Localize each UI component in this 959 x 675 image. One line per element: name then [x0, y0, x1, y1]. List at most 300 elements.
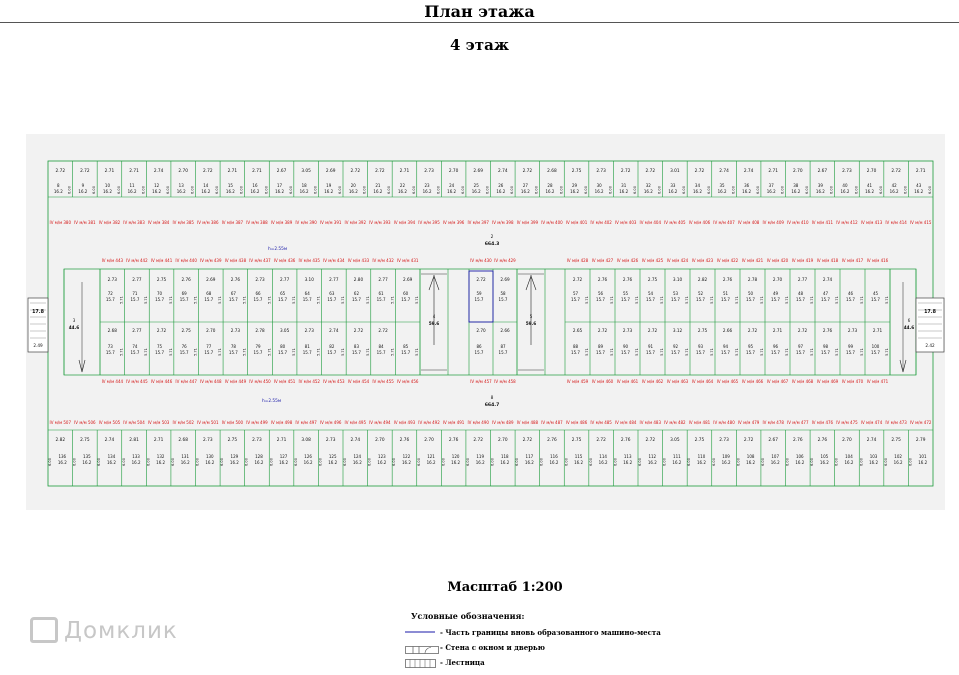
stair-core-value: 17.8 [924, 310, 936, 315]
inner-row1-right-depth: 5.71 [735, 296, 739, 304]
inner-row1-depth: 5.71 [242, 296, 247, 304]
top-space-depth: 6.00 [583, 185, 588, 195]
top-space-number: 43 [916, 183, 922, 188]
bottom-space-depth: 6.00 [539, 457, 544, 467]
upper-space-label: IV м/м 414 [885, 220, 907, 225]
inner-row1-right-depth: 5.71 [685, 296, 689, 304]
top-space-area: 16.2 [53, 189, 63, 194]
inner-row2-number: 75 [156, 344, 163, 349]
inner-row2-right-number: 97 [797, 344, 804, 349]
bottom-width-label: 2.76 [620, 438, 631, 443]
lower-space-label: IV м/м 505 [98, 420, 121, 425]
inner-row1-number: 72 [107, 291, 113, 296]
bottom-space-number: 123 [378, 454, 386, 459]
ramp-area: 59.6 [428, 322, 440, 327]
bottom-space-area: 16.2 [156, 460, 166, 465]
bottom-space-area: 16.2 [451, 460, 461, 465]
bottom-space-depth: 6.00 [687, 457, 692, 467]
upper-space-label: IV м/м 380 [49, 220, 72, 225]
inner-row1-width: 2.73 [255, 277, 265, 282]
inner-row1-right-width: 2.72 [572, 277, 583, 282]
top-space-depth: 6.00 [731, 185, 736, 195]
inner-row1-right-number: 50 [747, 291, 754, 296]
bottom-space-number: 131 [181, 454, 190, 459]
inner-row2-width: 2.73 [304, 328, 314, 333]
ramp-number: 4 [432, 314, 436, 319]
top-space-area: 16.2 [103, 189, 112, 194]
bottom-width-label: 2.73 [719, 438, 729, 443]
top-space-depth: 6.00 [633, 185, 637, 195]
bottom-space-depth: 6.00 [883, 457, 888, 467]
bottom-width-label: 2.73 [203, 438, 213, 443]
top-space-depth: 6.00 [362, 185, 367, 195]
inner-row1-width: 2.75 [156, 277, 167, 282]
inner-label-bottom-left: IV м/м 448 [200, 379, 222, 384]
center-top-width: 2.69 [500, 277, 510, 282]
inner-row1-number: 62 [353, 291, 360, 296]
top-space-number: 8 [57, 183, 60, 188]
upper-space-label: IV м/м 390 [295, 220, 317, 225]
inner-row1-area: 15.7 [302, 297, 312, 302]
floor-label: 4 этаж [450, 36, 509, 54]
inner-row1-width: 2.77 [329, 277, 339, 282]
inner-label-top-left: IV м/м 431 [396, 258, 419, 263]
bottom-space-depth: 6.00 [318, 457, 323, 467]
lower-space-label: IV м/м 485 [590, 420, 612, 425]
inner-row2-number: 76 [181, 344, 187, 349]
inner-row1-number: 67 [230, 291, 236, 296]
center-bottom-width: 2.66 [500, 328, 510, 333]
inner-row2-area: 15.7 [376, 350, 386, 355]
bottom-space-depth: 6.00 [441, 457, 446, 467]
bottom-space-area: 16.2 [819, 460, 829, 465]
inner-row1-area: 15.7 [278, 297, 288, 302]
top-space-number: 38 [793, 183, 799, 188]
top-width-label: 2.69 [325, 169, 336, 174]
inner-row2-right-depth: 5.71 [635, 348, 639, 356]
inner-row1-depth: 5.71 [390, 296, 395, 304]
top-space-number: 16 [252, 183, 258, 188]
lower-space-label: IV м/м 488 [516, 420, 539, 425]
inner-row1-width: 2.73 [107, 277, 117, 282]
inner-label-bottom-right: IV м/м 471 [866, 379, 889, 384]
lower-space-label: IV м/м 481 [688, 420, 711, 425]
upper-space-label: IV м/м 392 [344, 220, 367, 225]
upper-space-label: IV м/м 384 [147, 220, 170, 225]
top-space-area: 16.2 [570, 189, 579, 194]
bottom-space-area: 16.2 [524, 460, 534, 465]
lower-space-label: IV м/м 484 [614, 420, 637, 425]
top-space-number: 33 [670, 183, 676, 188]
inner-row2-area: 15.7 [204, 350, 214, 355]
inner-row2-right-number: 91 [647, 344, 654, 349]
lower-space-label: IV м/м 498 [270, 420, 293, 425]
top-space-depth: 6.00 [215, 185, 220, 195]
inner-row1-right-depth: 5.71 [860, 296, 864, 304]
upper-space-label: IV м/м 407 [713, 220, 735, 225]
inner-label-bottom-left: IV м/м 446 [150, 379, 173, 384]
bottom-space-area: 16.2 [795, 460, 805, 465]
bottom-space-number: 112 [648, 454, 657, 459]
lower-space-label: IV м/м 483 [639, 420, 662, 425]
lower-space-label: IV м/м 493 [393, 420, 416, 425]
bottom-width-label: 2.72 [645, 438, 656, 443]
inner-row2-area: 15.7 [155, 350, 164, 355]
lower-space-label: IV м/м 476 [811, 420, 834, 425]
inner-row2-width: 2.72 [353, 328, 364, 333]
inner-row2-depth: 5.71 [415, 348, 419, 356]
top-space-depth: 6.00 [264, 185, 269, 195]
center-bottom-area: 15.7 [474, 350, 484, 355]
inner-row2-right-area: 15.7 [696, 350, 705, 355]
bottom-space-number: 118 [500, 454, 509, 459]
top-space-number: 15 [227, 183, 233, 188]
bottom-width-label: 2.76 [817, 438, 828, 443]
top-width-label: 2.74 [498, 169, 508, 174]
bottom-width-label: 2.71 [276, 438, 287, 443]
inner-row2-right-depth: 5.71 [860, 348, 864, 356]
top-space-number: 17 [276, 183, 283, 188]
inner-row1-depth: 5.71 [316, 296, 321, 304]
bottom-space-number: 136 [58, 454, 67, 459]
inner-row2-right-area: 15.7 [771, 350, 780, 355]
inner-row1-right-width: 2.75 [647, 277, 658, 282]
bottom-width-label: 2.75 [227, 438, 238, 443]
inner-row1-right-area: 15.7 [821, 297, 830, 302]
inner-row2-right-depth: 5.71 [710, 348, 714, 356]
top-width-label: 2.72 [645, 169, 656, 174]
inner-row1-right-number: 57 [572, 291, 579, 296]
inner-row1-right-width: 2.76 [622, 277, 633, 282]
inner-row2-right-number: 90 [622, 344, 629, 349]
top-space-number: 37 [768, 183, 774, 188]
top-space-depth: 6.00 [854, 185, 859, 195]
stairs-icon [405, 659, 439, 669]
inner-row1-right-width: 2.76 [722, 277, 733, 282]
inner-row1-right-area: 15.7 [671, 297, 680, 302]
top-space-number: 32 [645, 183, 651, 188]
top-space-depth: 6.00 [534, 185, 539, 195]
lower-space-label: IV м/м 475 [836, 420, 858, 425]
top-space-depth: 6.00 [829, 185, 834, 195]
top-space-area: 16.2 [398, 189, 407, 194]
bottom-space-number: 134 [107, 454, 116, 459]
inner-row2-right-number: 94 [722, 344, 729, 349]
top-width-label: 2.72 [694, 169, 705, 174]
center-bottom-number: 87 [500, 344, 506, 349]
bottom-space-depth: 6.00 [170, 457, 175, 467]
inner-row2-depth: 5.71 [291, 348, 296, 356]
bottom-width-label: 3.08 [301, 438, 311, 443]
inner-row1-area: 15.7 [179, 297, 189, 302]
lower-space-label: IV м/м 501 [197, 420, 219, 425]
bottom-space-area: 16.2 [131, 460, 141, 465]
top-width-label: 2.72 [620, 169, 631, 174]
inner-label-top-right: IV м/м 428 [566, 258, 589, 263]
inner-row1-number: 61 [378, 291, 384, 296]
top-space-area: 16.2 [742, 189, 752, 194]
inner-row1-area: 15.7 [204, 297, 214, 302]
lower-space-label: IV м/м 500 [221, 420, 244, 425]
inner-label-bottom-left: IV м/м 452 [298, 379, 320, 384]
inner-row1-width: 2.76 [181, 277, 191, 282]
inner-row1-depth: 5.71 [365, 296, 370, 304]
inner-row1-right-number: 47 [822, 291, 829, 296]
top-space-depth: 6.00 [387, 185, 392, 195]
top-width-label: 2.72 [350, 169, 361, 174]
top-width-label: 2.71 [227, 169, 238, 174]
inner-row2-number: 83 [353, 344, 360, 349]
top-width-label: 2.73 [596, 169, 606, 174]
bottom-width-label: 2.76 [547, 438, 557, 443]
inner-row1-area: 15.7 [155, 297, 164, 302]
top-space-number: 12 [154, 183, 160, 188]
inner-row1-depth: 5.71 [193, 296, 198, 304]
top-space-depth: 6.00 [608, 185, 613, 195]
stair-number: 3 [72, 318, 76, 323]
top-space-number: 13 [178, 183, 184, 188]
bottom-space-depth: 6.00 [343, 457, 347, 467]
bottom-space-area: 16.2 [549, 460, 559, 465]
inner-row2-depth: 5.71 [218, 348, 223, 356]
top-width-label: 2.71 [768, 169, 778, 174]
inner-label-top-right: IV м/м 420 [766, 258, 789, 263]
top-space-area: 16.2 [348, 189, 358, 194]
inner-row2-right-depth: 5.71 [885, 348, 889, 356]
lower-space-label: IV м/м 479 [737, 420, 760, 425]
inner-row1-right-width: 2.82 [697, 277, 708, 282]
inner-row2-right-number: 98 [822, 344, 829, 349]
inner-row1-width: 3.10 [304, 277, 314, 282]
bottom-space-number: 103 [869, 454, 878, 459]
inner-row1-depth: 5.71 [267, 296, 272, 304]
upper-space-label: IV м/м 386 [197, 220, 219, 225]
top-space-depth: 6.00 [460, 185, 465, 195]
upper-space-label: IV м/м 409 [762, 220, 784, 225]
bottom-width-label: 2.81 [129, 438, 139, 443]
inner-row1-width: 2.76 [230, 277, 241, 282]
inner-row1-area: 15.7 [327, 297, 337, 302]
bottom-space-area: 16.2 [721, 460, 731, 465]
bottom-space-number: 125 [328, 454, 337, 459]
top-space-area: 16.2 [643, 189, 653, 194]
inner-row1-number: 68 [206, 291, 212, 296]
inner-label-bottom-right: IV м/м 461 [616, 379, 639, 384]
inner-row2-right-depth: 5.71 [735, 348, 739, 356]
bottom-width-label: 2.76 [793, 438, 803, 443]
inner-row1-number: 60 [403, 291, 409, 296]
lower-space-label: IV м/м 473 [885, 420, 907, 425]
bottom-width-label: 2.74 [104, 438, 115, 443]
inner-row1-width: 2.69 [206, 277, 216, 282]
inner-row1-area: 15.7 [376, 297, 386, 302]
inner-row2-right-width: 2.71 [872, 328, 883, 333]
inner-row2-right-number: 96 [772, 344, 779, 349]
bottom-space-depth: 6.00 [588, 457, 593, 467]
inner-row1-right-area: 15.7 [596, 297, 605, 302]
inner-row1-right-depth: 5.71 [810, 296, 814, 304]
inner-label-top-right: IV м/м 417 [841, 258, 864, 263]
center-bottom-width: 2.70 [476, 328, 486, 333]
bottom-space-depth: 6.00 [711, 457, 716, 467]
inner-row1-number: 66 [255, 291, 261, 296]
upper-space-label: IV м/м 385 [172, 220, 194, 225]
inner-row2-width: 2.75 [181, 328, 191, 333]
top-space-number: 9 [81, 183, 85, 188]
bottom-space-depth: 6.00 [97, 457, 102, 467]
bottom-space-area: 16.2 [205, 460, 215, 465]
top-width-label: 3.01 [670, 169, 680, 174]
center-top-number: 59 [476, 291, 482, 296]
inner-label-top-left: IV м/м 436 [273, 258, 296, 263]
bottom-space-number: 105 [820, 454, 829, 459]
inner-row1-right-number: 49 [772, 291, 779, 296]
inner-row1-number: 69 [181, 291, 187, 296]
inner-label-top-left: IV м/м 432 [372, 258, 394, 263]
bottom-space-area: 16.2 [893, 460, 903, 465]
inner-row2-right-width: 2.76 [822, 328, 833, 333]
top-width-label: 2.71 [252, 169, 262, 174]
top-space-number: 14 [203, 183, 209, 188]
inner-label-top-right: IV м/м 426 [616, 258, 639, 263]
legend-title: Условные обозначения: [411, 611, 525, 621]
inner-row1-area: 15.7 [401, 297, 411, 302]
lower-space-label: IV м/м 503 [147, 420, 170, 425]
top-space-depth: 6.00 [141, 185, 146, 195]
upper-space-label: IV м/м 412 [836, 220, 858, 225]
inner-row1-number: 63 [329, 291, 335, 296]
watermark-text: Домклик [64, 618, 178, 644]
upper-space-label: IV м/м 410 [787, 220, 809, 225]
inner-label-bottom-left: IV м/м 447 [175, 379, 197, 384]
inner-row1-right-depth: 5.71 [585, 296, 589, 304]
upper-space-label: IV м/м 413 [860, 220, 883, 225]
inner-label-bottom-left: IV м/м 450 [249, 379, 271, 384]
bottom-space-area: 16.2 [746, 460, 756, 465]
inner-label-top-left: IV м/м 433 [347, 258, 370, 263]
inner-row2-right-width: 2.72 [597, 328, 608, 333]
top-width-label: 2.70 [448, 169, 459, 174]
upper-space-label: IV м/м 406 [688, 220, 711, 225]
inner-row1-depth: 5.71 [415, 296, 419, 304]
inner-row1-depth: 5.71 [291, 296, 296, 304]
inner-row2-width: 2.74 [329, 328, 339, 333]
bottom-space-depth: 6.00 [146, 457, 151, 467]
lower-space-label: IV м/м 474 [860, 420, 883, 425]
top-space-number: 25 [473, 183, 479, 188]
inner-label-bottom-right: IV м/м 462 [641, 379, 664, 384]
bottom-space-depth: 6.00 [515, 457, 520, 467]
inner-label-top-left: IV м/м 439 [200, 258, 222, 263]
upper-space-label: IV м/м 388 [246, 220, 268, 225]
top-space-depth: 6.00 [313, 185, 318, 195]
top-width-label: 2.70 [866, 169, 877, 174]
bottom-space-number: 110 [697, 454, 706, 459]
center-bottom-area: 15.7 [498, 350, 508, 355]
bottom-width-label: 2.73 [325, 438, 336, 443]
inner-row1-right-depth: 5.71 [885, 296, 889, 304]
inner-row2-right-number: 99 [847, 344, 854, 349]
bottom-space-depth: 6.00 [736, 457, 741, 467]
inner-label-top-right: IV м/м 421 [741, 258, 764, 263]
inner-row2-right-depth: 5.71 [685, 348, 689, 356]
bottom-width-label: 2.74 [350, 438, 361, 443]
bottom-space-area: 16.2 [844, 460, 854, 465]
bottom-space-number: 116 [550, 454, 558, 459]
top-space-area: 16.2 [594, 189, 604, 194]
upper-space-label: IV м/м 396 [442, 220, 465, 225]
inner-label-top-mid: IV м/м 429 [494, 258, 516, 263]
inner-row2-depth: 5.71 [316, 348, 321, 356]
inner-row2-number: 74 [132, 344, 138, 349]
inner-row1-right-width: 2.70 [772, 277, 783, 282]
lower-aisle-number: 8 [490, 396, 494, 401]
inner-row2-number: 82 [329, 344, 335, 349]
inner-row1-right-area: 15.7 [746, 297, 755, 302]
inner-row1-width: 2.80 [353, 277, 364, 282]
inner-row2-depth: 5.71 [242, 348, 247, 356]
bottom-space-number: 102 [894, 454, 902, 459]
bottom-space-area: 16.2 [254, 460, 264, 465]
bottom-space-number: 124 [353, 454, 362, 459]
inner-row1-right-depth: 5.71 [635, 296, 639, 304]
upper-space-label: IV м/м 400 [541, 220, 563, 225]
top-width-label: 2.71 [129, 169, 139, 174]
top-width-label: 2.68 [547, 169, 557, 174]
bottom-space-area: 16.2 [328, 460, 338, 465]
stair-core-value: 17.8 [32, 310, 44, 315]
top-space-depth: 6.00 [67, 185, 72, 195]
top-space-number: 18 [301, 183, 307, 188]
top-space-area: 16.2 [889, 189, 899, 194]
center-top-area: 15.7 [498, 297, 508, 302]
top-width-label: 2.74 [719, 169, 729, 174]
top-width-label: 2.72 [375, 169, 385, 174]
top-space-depth: 6.00 [903, 185, 908, 195]
top-space-depth: 6.00 [338, 185, 342, 195]
top-width-label: 2.71 [399, 169, 410, 174]
inner-row1-depth: 5.71 [144, 296, 149, 304]
top-space-depth: 6.00 [755, 185, 760, 195]
top-space-depth: 6.00 [657, 185, 662, 195]
lower-space-label: IV м/м 495 [344, 420, 367, 425]
inner-row1-right-number: 45 [872, 291, 879, 296]
inner-row2-right-area: 15.7 [621, 350, 630, 355]
bottom-space-depth: 6.00 [293, 457, 298, 467]
inner-label-top-right: IV м/м 418 [816, 258, 839, 263]
bottom-space-area: 16.2 [402, 460, 411, 465]
top-space-area: 16.2 [422, 189, 432, 194]
inner-row2-right-area: 15.7 [646, 350, 655, 355]
top-space-number: 20 [350, 183, 356, 188]
inner-row2-right-depth: 5.71 [610, 348, 614, 356]
inner-row1-right-width: 3.10 [672, 277, 683, 282]
inner-label-bottom-right: IV м/м 467 [766, 379, 789, 384]
top-width-label: 2.72 [891, 169, 901, 174]
inner-label-bottom-left: IV м/м 445 [126, 379, 148, 384]
inner-row1-right-area: 15.7 [796, 297, 805, 302]
inner-row2-right-area: 15.7 [871, 350, 880, 355]
inner-row2-right-number: 88 [572, 344, 579, 349]
top-space-number: 10 [104, 183, 111, 188]
top-space-number: 30 [596, 183, 602, 188]
inner-row1-right-depth: 5.71 [660, 296, 664, 304]
top-space-depth: 6.00 [682, 185, 687, 195]
scale-label: Масштаб 1:200 [447, 580, 563, 595]
bottom-space-number: 114 [599, 454, 607, 459]
lower-space-label: IV м/м 499 [246, 420, 268, 425]
bottom-width-label: 2.75 [571, 438, 582, 443]
